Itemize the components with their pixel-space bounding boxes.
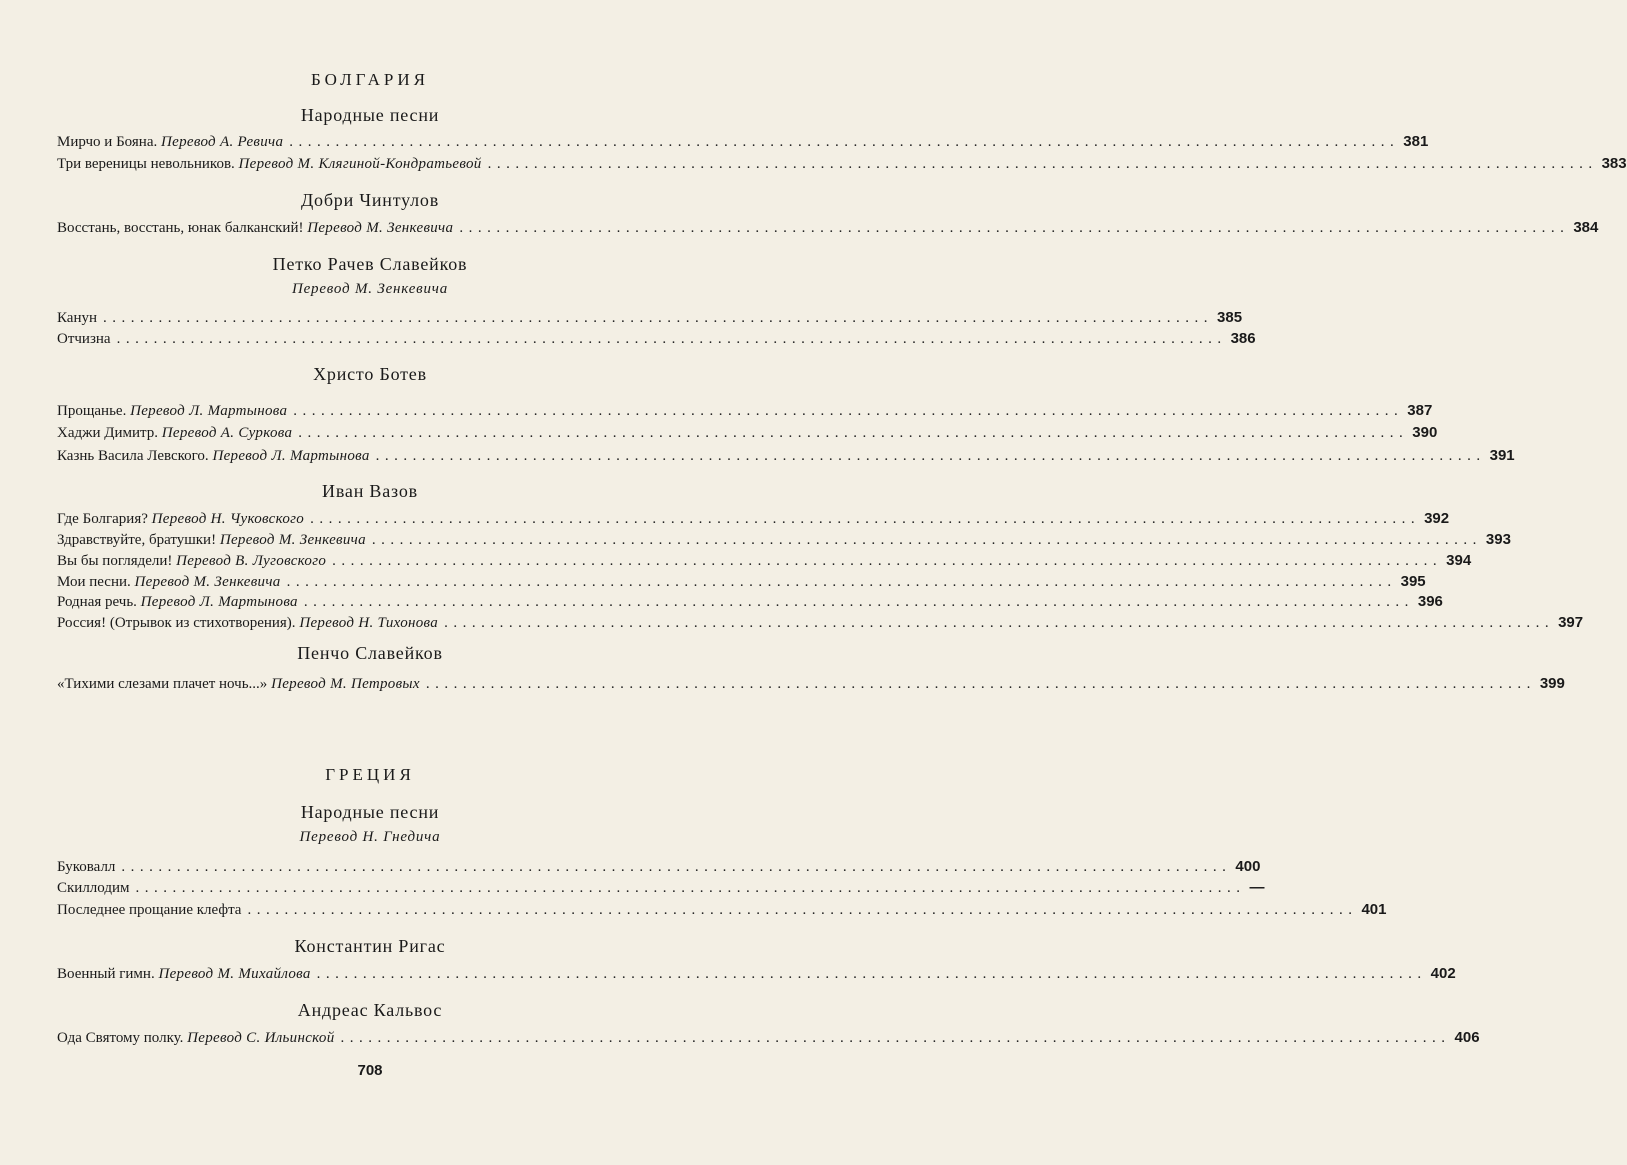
entry-title: Ода Святому полку. Перевод С. Ильинской (57, 1030, 335, 1046)
entry-page: 391 (1489, 447, 1515, 464)
leader-dots: ........................................................................................................................ (293, 403, 1404, 419)
entry-title: Мирчо и Бояна. Перевод А. Ревича (57, 134, 284, 150)
entry-page: 383 (1601, 155, 1627, 172)
toc-entry (57, 572, 1426, 592)
entry-title: Здравствуйте, братушки! Перевод М. Зенкевича (57, 532, 366, 548)
section-heading: Петко Рачев Славейков (272, 254, 468, 274)
toc-entry (57, 530, 1511, 550)
leader-dots: ........................................................................................................................ (375, 448, 1486, 464)
country-heading-bulgaria: БОЛГАРИЯ (311, 70, 429, 89)
entry-title: Прощанье. Перевод Л. Мартынова (57, 403, 288, 419)
leader-dots: ........................................................................................................................ (135, 880, 1246, 896)
entry-title: Россия! (Отрывок из стихотворения). Перевод Н. Тихонова (57, 615, 439, 631)
leader-dots: ........................................................................................................................ (332, 553, 1443, 569)
entry-title: Скиллодим (57, 880, 130, 896)
entry-page: 381 (1403, 133, 1429, 150)
toc-entry (57, 154, 1627, 174)
section-heading: Христо Ботев (313, 364, 427, 384)
page-number: 708 (357, 1062, 383, 1079)
leader-dots: ........................................................................................................................ (371, 532, 1482, 548)
entry-page: 386 (1230, 330, 1256, 347)
toc-entry (57, 132, 1429, 152)
section-heading: Константин Ригас (294, 936, 446, 956)
leader-dots: ........................................................................................................................ (316, 966, 1427, 982)
toc-entry (57, 1028, 1480, 1048)
entry-page: — (1249, 879, 1265, 896)
leader-dots: ........................................................................................................................ (298, 425, 1409, 441)
leader-dots: ........................................................................................................................ (116, 331, 1227, 347)
entry-title: Хаджи Димитр. Перевод А. Суркова (57, 425, 293, 441)
toc-entry (57, 329, 1256, 349)
toc-entry (57, 509, 1450, 529)
entry-title: Казнь Васила Левского. Перевод Л. Мартынова (57, 448, 370, 464)
leader-dots: ........................................................................................................................ (247, 902, 1358, 918)
entry-page: 387 (1407, 402, 1433, 419)
entry-page: 394 (1446, 552, 1472, 569)
leader-dots: ........................................................................................................................ (340, 1030, 1451, 1046)
toc-entry (57, 613, 1584, 633)
entry-page: 395 (1400, 573, 1426, 590)
toc-entry (57, 857, 1261, 877)
section-heading: Иван Вазов (322, 481, 418, 501)
leader-dots: ........................................................................................................................ (444, 615, 1555, 631)
country-heading-greece: ГРЕЦИЯ (325, 765, 415, 784)
toc-entry (57, 551, 1472, 571)
entry-page: 406 (1454, 1029, 1480, 1046)
entry-title: Три вереницы невольников. Перевод М. Клягиной-Кондратьевой (57, 156, 482, 172)
leader-dots: ........................................................................................................................ (310, 511, 1421, 527)
leader-dots: ........................................................................................................................ (487, 156, 1598, 172)
toc-entry (57, 446, 1515, 466)
section-subheading: Перевод М. Зенкевича (291, 281, 449, 297)
entry-title: Восстань, восстань, юнак балканский! Перевод М. Зенкевича (57, 220, 454, 236)
toc-entry (57, 878, 1265, 898)
toc-entry (57, 674, 1565, 694)
entry-title: Последнее прощание клефта (57, 902, 242, 918)
entry-title: Военный гимн. Перевод М. Михайлова (57, 966, 311, 982)
leader-dots: ........................................................................................................................ (425, 676, 1536, 692)
entry-title: Где Болгария? Перевод Н. Чуковского (57, 511, 305, 527)
entry-title: Мои песни. Перевод М. Зенкевича (57, 574, 281, 590)
entry-page: 390 (1412, 424, 1438, 441)
toc-entry (57, 964, 1456, 984)
section-heading: Добри Чинтулов (300, 190, 440, 210)
entry-page: 385 (1217, 309, 1243, 326)
section-heading: Народные песни (300, 802, 440, 822)
section-subheading: Перевод Н. Гнедича (299, 829, 441, 845)
section-heading: Народные песни (300, 105, 440, 125)
toc-entry (57, 592, 1443, 612)
toc-entry (57, 401, 1433, 421)
leader-dots: ........................................................................................................................ (459, 220, 1570, 236)
leader-dots: ........................................................................................................................ (103, 310, 1214, 326)
entry-page: 393 (1485, 531, 1511, 548)
leader-dots: ........................................................................................................................ (121, 859, 1232, 875)
entry-page: 392 (1424, 510, 1450, 527)
entry-title: «Тихими слезами плачет ночь...» Перевод М. Петровых (57, 676, 420, 692)
entry-title: Вы бы поглядели! Перевод В. Луговского (57, 553, 327, 569)
entry-title: Буковалл (57, 859, 116, 875)
entry-page: 384 (1573, 219, 1599, 236)
entry-page: 401 (1361, 901, 1387, 918)
entry-page: 400 (1235, 858, 1261, 875)
leader-dots: ........................................................................................................................ (289, 134, 1400, 150)
section-heading: Пенчо Славейков (297, 643, 443, 663)
leader-dots: ........................................................................................................................ (303, 594, 1414, 610)
toc-entry (57, 900, 1387, 920)
section-heading: Андреас Кальвос (297, 1000, 443, 1020)
entry-page: 399 (1539, 675, 1565, 692)
entry-page: 397 (1558, 614, 1584, 631)
toc-entry (57, 308, 1243, 328)
entry-title: Родная речь. Перевод Л. Мартынова (57, 594, 298, 610)
toc-entry (57, 218, 1599, 238)
leader-dots: ........................................................................................................................ (286, 574, 1397, 590)
toc-entry (57, 423, 1438, 443)
entry-title: Канун (57, 310, 98, 326)
entry-page: 402 (1430, 965, 1456, 982)
entry-page: 396 (1417, 593, 1443, 610)
entry-title: Отчизна (57, 331, 111, 347)
